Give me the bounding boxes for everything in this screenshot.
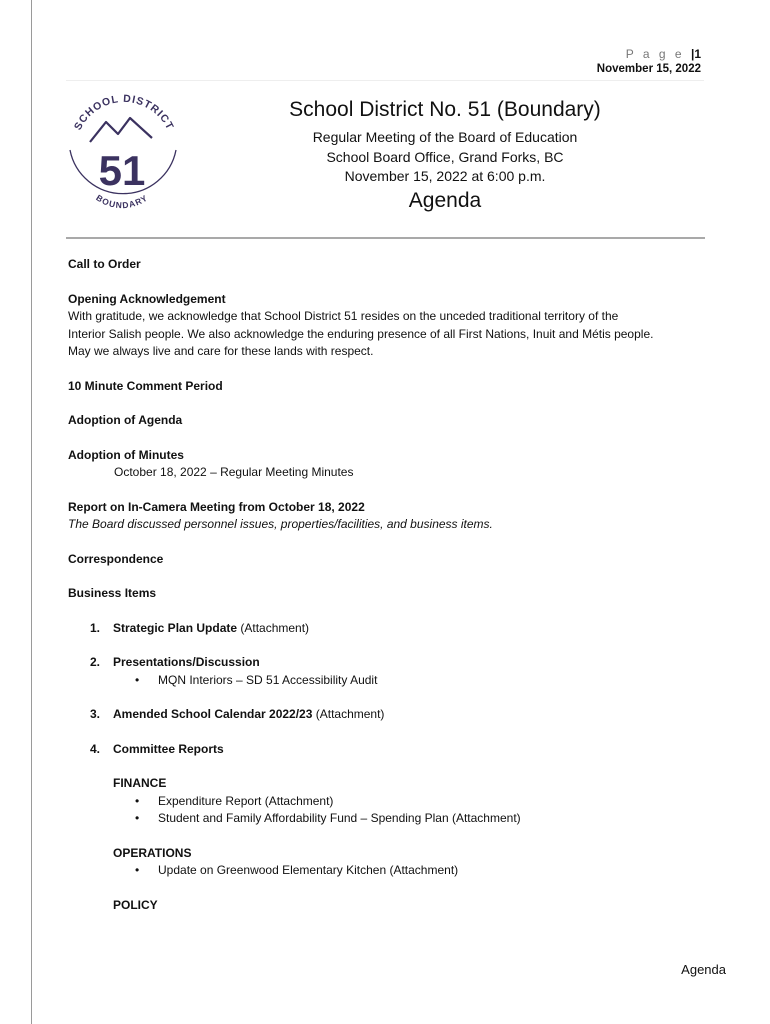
business-items-heading: Business Items xyxy=(68,586,157,600)
bullet-text: Expenditure Report (Attachment) xyxy=(158,793,334,808)
page-number: 1 xyxy=(694,47,701,61)
adoption-minutes-heading: Adoption of Minutes xyxy=(68,447,184,462)
item-number: 3. xyxy=(90,707,101,721)
page-label: P a g e xyxy=(625,47,685,61)
logo-bottom-text: BOUNDARY xyxy=(94,192,150,211)
item-number: 1. xyxy=(90,620,101,635)
district-logo xyxy=(62,92,182,218)
opening-ack-line-2: Interior Salish people. We also acknowledge the enduring presence of all First Nations, Inuit and Métis people. xyxy=(68,326,654,341)
mountains-icon xyxy=(90,118,152,142)
item-title: Amended School Calendar 2022/23 xyxy=(113,707,313,721)
bullet-icon: • xyxy=(135,793,140,808)
item-title: Committee Reports xyxy=(113,741,224,756)
meeting-location: School Board Office, Grand Forks, BC xyxy=(326,148,564,165)
bullet-text: Student and Family Affordability Fund – Spending Plan (Attachment) xyxy=(158,811,521,825)
comment-period-heading: 10 Minute Comment Period xyxy=(68,378,223,393)
in-camera-summary: The Board discussed personnel issues, properties/facilities, and business items. xyxy=(68,517,493,531)
agenda-heading: Agenda xyxy=(408,188,482,212)
page-separator: | xyxy=(690,47,695,61)
policy-heading: POLICY xyxy=(113,897,158,912)
bullet-icon: • xyxy=(135,811,140,825)
logo-number: 51 xyxy=(98,147,146,194)
minutes-item: October 18, 2022 – Regular Meeting Minutes xyxy=(114,465,354,479)
list-item xyxy=(68,810,708,828)
document-title: School District No. 51 (Boundary) xyxy=(289,98,601,121)
opening-ack-heading: Opening Acknowledgement xyxy=(68,291,226,306)
page-left-border xyxy=(31,0,32,1024)
business-item-4 xyxy=(68,741,708,759)
operations-heading: OPERATIONS xyxy=(113,845,192,860)
item-number: 4. xyxy=(90,741,101,756)
item-title: Presentations/Discussion xyxy=(113,655,260,669)
list-item xyxy=(68,672,708,690)
header-divider xyxy=(66,80,704,81)
bullet-text: Update on Greenwood Elementary Kitchen (Attachment) xyxy=(158,863,459,877)
business-item-2 xyxy=(68,654,708,672)
in-camera-heading: Report on In-Camera Meeting from October 18, 2022 xyxy=(68,499,365,514)
business-item-1 xyxy=(68,620,708,638)
business-item-3 xyxy=(68,706,708,724)
finance-heading: FINANCE xyxy=(113,776,167,790)
meeting-datetime: November 15, 2022 at 6:00 p.m. xyxy=(344,168,546,184)
bullet-icon: • xyxy=(135,863,140,877)
item-title: Strategic Plan Update xyxy=(113,620,238,635)
bullet-text: MQN Interiors – SD 51 Accessibility Audit xyxy=(158,672,378,687)
logo-top-text: SCHOOL DISTRICT xyxy=(71,92,177,133)
call-to-order-heading: Call to Order xyxy=(68,257,141,271)
header-date: November 15, 2022 xyxy=(596,63,701,75)
list-item xyxy=(68,862,708,880)
item-number: 2. xyxy=(90,655,101,669)
list-item xyxy=(68,793,708,811)
bullet-icon: • xyxy=(135,672,140,687)
item-note: (Attachment) xyxy=(312,707,385,721)
item-note: (Attachment) xyxy=(237,620,310,635)
correspondence-heading: Correspondence xyxy=(68,551,164,566)
title-divider xyxy=(66,237,705,239)
adoption-agenda-heading: Adoption of Agenda xyxy=(68,413,183,427)
agenda-body xyxy=(68,256,708,914)
meeting-type: Regular Meeting of the Board of Education xyxy=(312,129,578,145)
opening-ack-line-3: May we always live and care for these lands with respect. xyxy=(68,344,374,358)
page-number-header xyxy=(626,47,701,61)
title-block xyxy=(240,98,650,213)
footer-label: Agenda xyxy=(681,962,726,977)
opening-ack-line-1: With gratitude, we acknowledge that School District 51 resides on the unceded traditional territory of the xyxy=(68,309,619,323)
